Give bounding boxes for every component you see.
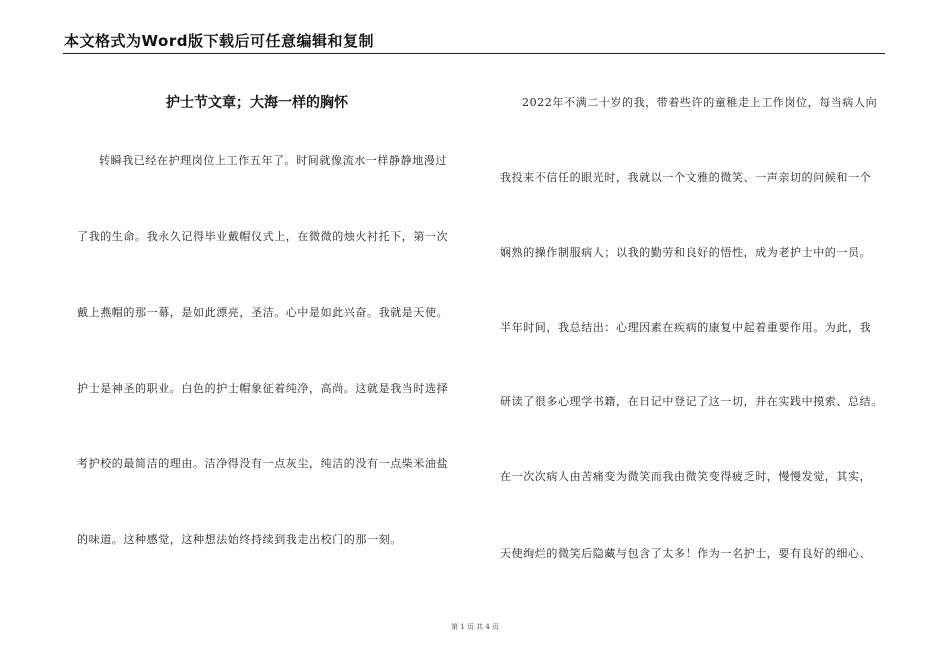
page-number: 第 1 页 共 4 页	[450, 623, 500, 631]
paragraph-line: 半年时间，我总结出：心理因素在疾病的康复中起着重要作用。为此，我	[500, 321, 872, 334]
paragraph-line: 戴上燕帽的那一幕，是如此漂亮，圣洁。心中是如此兴奋。我就是天使。	[77, 306, 449, 319]
paragraph-line: 转瞬我已经在护理岗位上工作五年了。时间就像流水一样静静地漫过	[99, 154, 447, 167]
paragraph-line: 研读了很多心理学书籍，在日记中登记了这一切，并在实践中摸索、总结。	[500, 395, 883, 408]
paragraph-line: 2022年不满二十岁的我，带着些许的童稚走上工作岗位，每当病人向	[522, 96, 878, 109]
header-rule	[63, 53, 885, 54]
paragraph-line: 的味道。这种感觉，这种想法始终持续到我走出校门的那一刻。	[77, 533, 402, 546]
paragraph-line: 娴熟的操作制服病人；以我的勤劳和良好的悟性，成为老护士中的一员。	[500, 246, 872, 259]
paragraph-line: 天使绚烂的微笑后隐藏与包含了太多！作为一名护士，要有良好的细心、	[500, 547, 872, 560]
document-header-title: 本文格式为Word版下载后可任意编辑和复制	[64, 32, 374, 50]
paragraph-line: 了我的生命。我永久记得毕业戴帽仪式上，在微微的烛火衬托下，第一次	[77, 230, 449, 243]
article-title: 护士节文章；大海一样的胸怀	[166, 95, 348, 111]
paragraph-line: 在一次次病人由苦痛变为微笑而我由微笑变得疲乏时，慢慢发觉，其实，	[500, 470, 872, 483]
paragraph-line: 护士是神圣的职业。白色的护士帽象征着纯净，高尚。这就是我当时选择	[77, 382, 449, 395]
paragraph-line: 我投来不信任的眼光时，我就以一个文雅的微笑、一声亲切的问候和一个	[500, 171, 872, 184]
paragraph-line: 考护校的最简洁的理由。洁净得没有一点灰尘，纯洁的没有一点柴米油盐	[77, 457, 449, 470]
